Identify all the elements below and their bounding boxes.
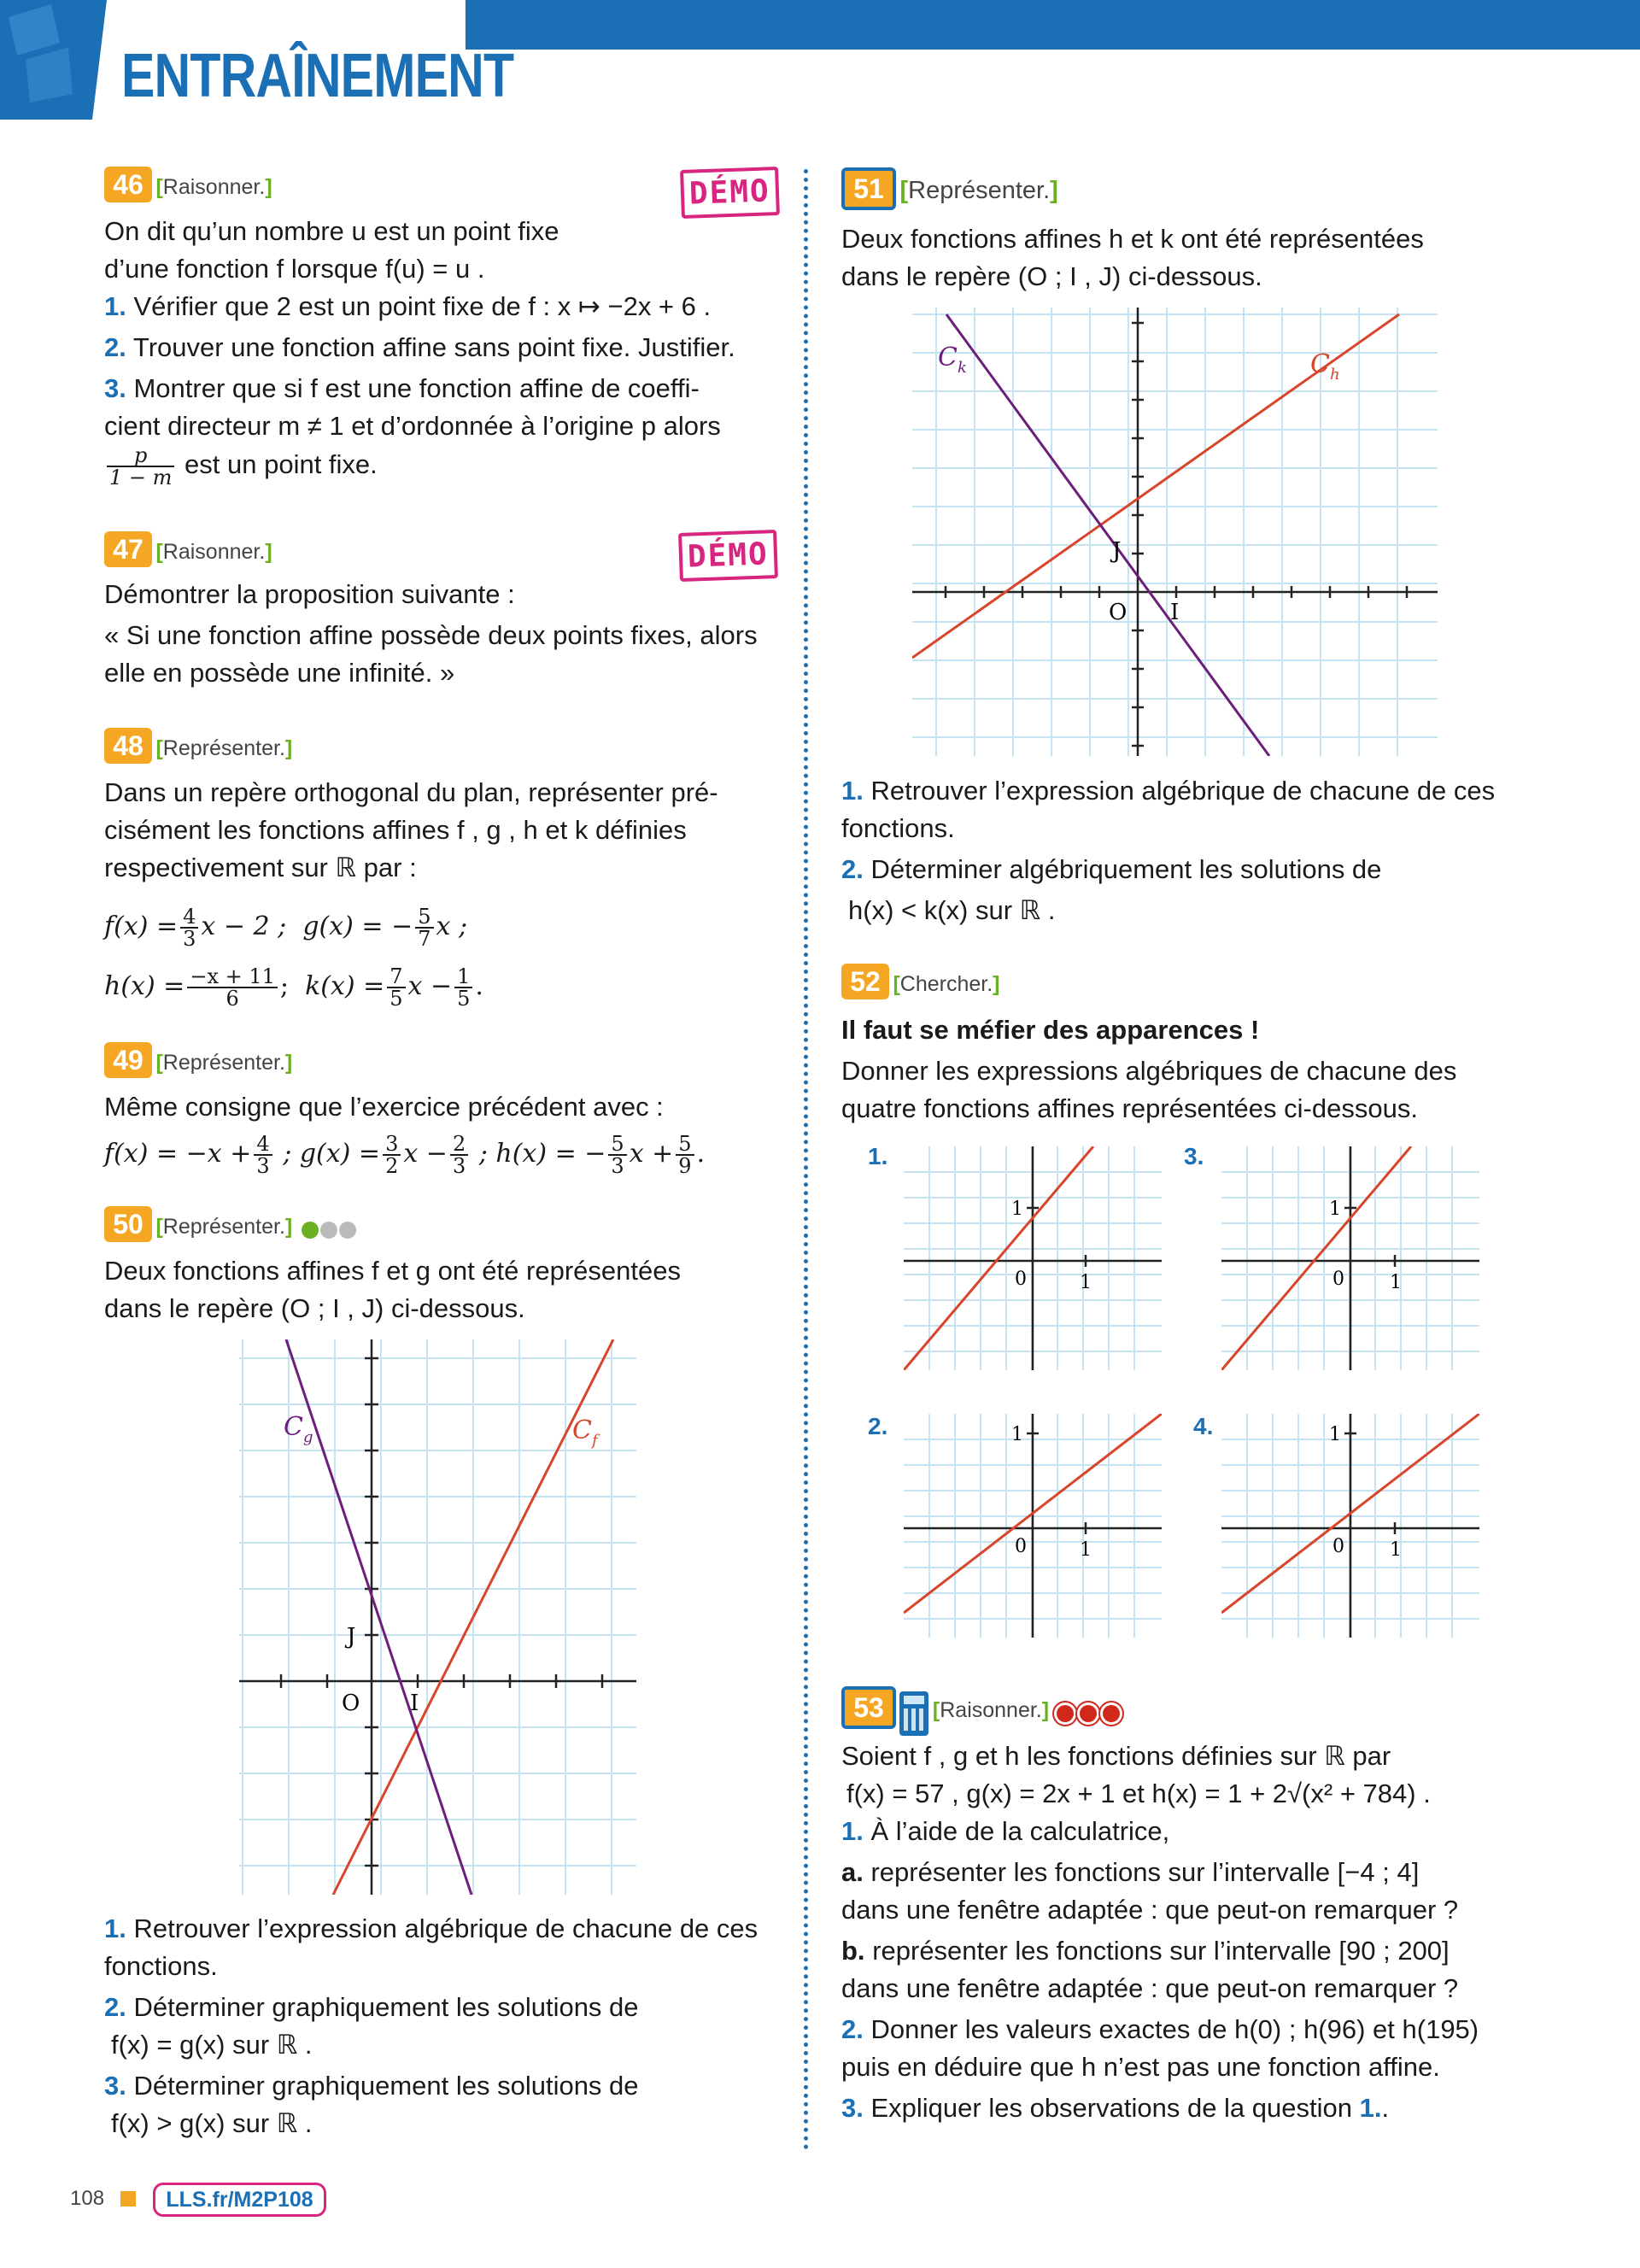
ex49-formula: f(x) = −x + $\frac{4}{3}$ ; g(x) = $\frac{3}{2}$ x − $\frac{2}{3}$ ; h(x) = − $\frac{5}{3}$ x + $\frac{5}{9}$ .: [104, 1132, 706, 1178]
axes: [904, 1146, 1162, 1370]
ex46-intro-2: d’une fonction f lorsque f(u) = u .: [104, 254, 485, 284]
tick-0: 0: [1332, 1536, 1344, 1557]
graph-label-4: 4.: [1193, 1413, 1214, 1439]
exercise-47: [104, 531, 779, 692]
level-dot: [1103, 1705, 1120, 1722]
ex48-formula-fg: f(x) = $\frac{4}{3}$ x − 2 ; g(x) = − $\frac{5}{7}$ x ;: [104, 905, 468, 951]
fraction: $\frac{5}{9}$: [676, 1134, 694, 1176]
level-dot: [302, 1222, 319, 1239]
ex46-intro-1: On dit qu’un nombre u est un point fixe: [104, 216, 559, 246]
difficulty-level: [302, 1222, 358, 1237]
exercise-49: [104, 1042, 779, 1179]
graph-label-3: 3.: [1184, 1143, 1204, 1169]
level-dot: [339, 1222, 356, 1239]
tick-1-y: 1: [1011, 1424, 1023, 1445]
ex50-question-2-cont: f(x) = g(x) sur ℝ .: [111, 2030, 313, 2060]
footer-link[interactable]: LLS.fr/M2P108: [153, 2183, 325, 2217]
fraction: $\frac{7}{5}$: [387, 966, 405, 1009]
ex50-question-1-cont: fonctions.: [104, 1951, 218, 1981]
exercise-category: [Chercher.]: [893, 972, 1000, 996]
tick-1-x: 1: [1080, 1539, 1092, 1561]
graph-label-2: 2.: [868, 1413, 888, 1439]
fraction: $\frac{4}{3}$: [180, 906, 198, 949]
exercise-category: [Représenter.]: [155, 1215, 293, 1239]
tick-0: 0: [1015, 1536, 1027, 1557]
exercise-category: [Représenter.]: [155, 736, 293, 760]
page-number: 108: [70, 2187, 105, 2210]
tick-0: 0: [1332, 1269, 1344, 1290]
line: [1221, 1146, 1411, 1370]
fraction: $\frac{2}{3}$: [450, 1134, 468, 1176]
ticks: [281, 1358, 602, 1866]
tick-1-y: 1: [1329, 1424, 1341, 1445]
line: [904, 1146, 1093, 1370]
ex52-graph-4: [1221, 1414, 1479, 1638]
ex53-question-1b-cont: dans une fenêtre adaptée : que peut-on remarquer ?: [841, 1973, 1459, 2003]
ex46-question-3-cont: cient directeur m ≠ 1 et d’ordonnée à l’origine p alors: [104, 411, 721, 441]
ex50-line-2: dans le repère (O ; I , J) ci-dessous.: [104, 1293, 525, 1323]
ex50-question-2: 2. Déterminer graphiquement les solutions de: [104, 1992, 639, 2022]
ex50-questions: [104, 1910, 779, 2142]
ex52-subtitle: Il faut se méfier des apparences !: [841, 1015, 1260, 1045]
ex46-question-3: 3. Montrer que si f est une fonction affine de coeffi-: [104, 373, 700, 403]
footer-square: [120, 2191, 136, 2206]
tick-1-x: 1: [1390, 1272, 1402, 1293]
ex52-line-1: Donner les expressions algébriques de chacune des: [841, 1056, 1457, 1086]
tick-1-y: 1: [1011, 1198, 1023, 1220]
label-cg: $C_g$: [284, 1412, 313, 1446]
fraction: $\frac{-x + 11}{6}$: [187, 966, 278, 1009]
exercise-52: [841, 964, 1525, 1128]
ex48-line-2: cisément les fonctions affines f , g , h et k définies: [104, 815, 687, 845]
ex48-formula-hk: h(x) = $\frac{-x + 11}{6}$ ; k(x) = $\frac{7}{5}$ x − $\frac{1}{5}$ .: [104, 964, 483, 1011]
exercise-category: [Raisonner.]: [932, 1698, 1050, 1722]
exercise-46: [104, 167, 779, 488]
ex53-question-1: 1. À l’aide de la calculatrice,: [841, 1816, 1170, 1846]
fraction: $\frac{1}{5}$: [454, 966, 472, 1009]
exercise-number: 46: [104, 167, 152, 202]
ex51-question-2-cont: h(x) < k(x) sur ℝ .: [848, 895, 1056, 925]
ex50-question-1: 1. Retrouver l’expression algébrique de chacune de ces: [104, 1913, 758, 1943]
ex51-question-1-cont: fonctions.: [841, 813, 955, 843]
level-dot: [320, 1222, 337, 1239]
label-o: O: [342, 1691, 360, 1716]
ex51-question-2: 2. Déterminer algébriquement les solutions de: [841, 854, 1382, 884]
tick-1-y: 1: [1329, 1198, 1341, 1220]
exercise-category: [Raisonner.]: [155, 175, 272, 199]
level-dot: [1080, 1705, 1097, 1722]
curve-cg: [286, 1339, 472, 1895]
ex53-question-3: 3. Expliquer les observations de la question 1..: [841, 2093, 1390, 2123]
ex50-question-3: 3. Déterminer graphiquement les solutions de: [104, 2071, 639, 2101]
fraction: $\frac{5}{3}$: [608, 1134, 626, 1176]
ex51-questions: [841, 772, 1525, 929]
ex53-question-2-cont: puis en déduire que h n’est pas une fonction affine.: [841, 2052, 1440, 2082]
ex52-line-2: quatre fonctions affines représentées ci-dessous.: [841, 1093, 1418, 1123]
fraction: $\frac{3}{2}$: [383, 1134, 401, 1176]
label-i: I: [1170, 600, 1180, 625]
exercise-51: [841, 167, 1525, 296]
ex50-line-1: Deux fonctions affines f et g ont été représentées: [104, 1256, 681, 1286]
ex48-line-1: Dans un repère orthogonal du plan, représenter pré-: [104, 777, 718, 807]
exercise-category: [Raisonner.]: [155, 540, 272, 564]
ex49-line-1: Même consigne que l’exercice précédent avec :: [104, 1092, 664, 1122]
exercise-number: 52: [841, 964, 889, 999]
exercise-number: 51: [841, 167, 896, 210]
demo-badge: DÉMO: [678, 530, 778, 582]
column-divider: [804, 169, 808, 2151]
ex53-question-1b: b. représenter les fonctions sur l’intervalle [90 ; 200]: [841, 1936, 1450, 1966]
label-ck: $C_k$: [938, 343, 967, 377]
exercise-category: [Représenter.]: [155, 1051, 293, 1075]
ex50-question-3-cont: f(x) > g(x) sur ℝ .: [111, 2108, 313, 2138]
header-band: [466, 0, 1640, 50]
tick-0: 0: [1015, 1269, 1027, 1290]
ex47-line-1: Démontrer la proposition suivante :: [104, 579, 515, 609]
axes: [1221, 1146, 1479, 1370]
ex46-question-2: 2. Trouver une fonction affine sans point fixe. Justifier.: [104, 332, 735, 362]
graph-label-1: 1.: [868, 1143, 888, 1169]
calculator-icon: [899, 1691, 928, 1736]
ex53-question-1a: a. représenter les fonctions sur l’intervalle [−4 ; 4]: [841, 1857, 1420, 1887]
ex50-graph: [239, 1339, 636, 1895]
ex51-line-1: Deux fonctions affines h et k ont été représentées: [841, 224, 1424, 254]
axes: [1221, 1414, 1479, 1638]
label-cf: $C_f$: [572, 1415, 598, 1450]
ex51-graph: [912, 308, 1438, 756]
footer: [70, 2182, 326, 2216]
ex47-line-2: « Si une fonction affine possède deux points fixes, alors: [104, 620, 758, 650]
tick-1-x: 1: [1390, 1539, 1402, 1561]
axes: [904, 1414, 1162, 1638]
label-i: I: [410, 1691, 419, 1716]
fraction: $\frac{5}{7}$: [415, 906, 433, 949]
exercise-category: [Représenter.]: [899, 177, 1058, 204]
demo-badge: DÉMO: [680, 167, 780, 219]
ex51-line-2: dans le repère (O ; I , J) ci-dessous.: [841, 261, 1262, 291]
exercise-number: 53: [841, 1686, 896, 1729]
exercise-50: [104, 1206, 779, 1327]
fraction: $\frac{4}{3}$: [254, 1134, 272, 1176]
difficulty-level: [1053, 1706, 1122, 1720]
exercise-53: [841, 1686, 1542, 2127]
ticks: [946, 323, 1407, 746]
curve-ck: [946, 314, 1269, 756]
fraction: $\frac{p}{1 - m}$: [107, 445, 174, 488]
label-o: O: [1109, 600, 1128, 625]
tick-1-x: 1: [1080, 1272, 1092, 1293]
exercise-number: 47: [104, 531, 152, 567]
level-dot: [1057, 1705, 1074, 1722]
ex53-line-1: Soient f , g et h les fonctions définies sur ℝ par: [841, 1741, 1391, 1771]
label-ch: $C_h$: [1310, 349, 1340, 384]
ex48-line-3: respectivement sur ℝ par :: [104, 853, 417, 882]
exercise-number: 50: [104, 1206, 152, 1242]
ex53-question-2: 2. Donner les valeurs exactes de h(0) ; h(96) et h(195): [841, 2014, 1479, 2044]
exercise-48: [104, 728, 779, 1011]
ex46-question-3-end: $\frac{p}{1 - m}$ est un point fixe.: [104, 445, 779, 488]
exercise-number: 49: [104, 1042, 152, 1078]
label-j: J: [347, 1624, 356, 1650]
ex51-question-1: 1. Retrouver l’expression algébrique de chacune de ces: [841, 776, 1496, 806]
ex53-line-2: f(x) = 57 , g(x) = 2x + 1 et h(x) = 1 + 2√(x² + 784) .: [846, 1779, 1431, 1808]
ex52-graph-2: [904, 1414, 1162, 1638]
ex47-line-3: elle en possède une infinité. »: [104, 658, 455, 688]
page-title: ENTRAÎNEMENT: [121, 42, 514, 110]
ex52-graph-1: [904, 1146, 1162, 1370]
ex52-graph-3: [1221, 1146, 1479, 1370]
ex53-question-1a-cont: dans une fenêtre adaptée : que peut-on remarquer ?: [841, 1895, 1459, 1925]
exercise-number: 48: [104, 728, 152, 764]
label-j: J: [1112, 538, 1122, 564]
ex46-question-1: 1. Vérifier que 2 est un point fixe de f : x ↦ −2x + 6 .: [104, 291, 712, 321]
